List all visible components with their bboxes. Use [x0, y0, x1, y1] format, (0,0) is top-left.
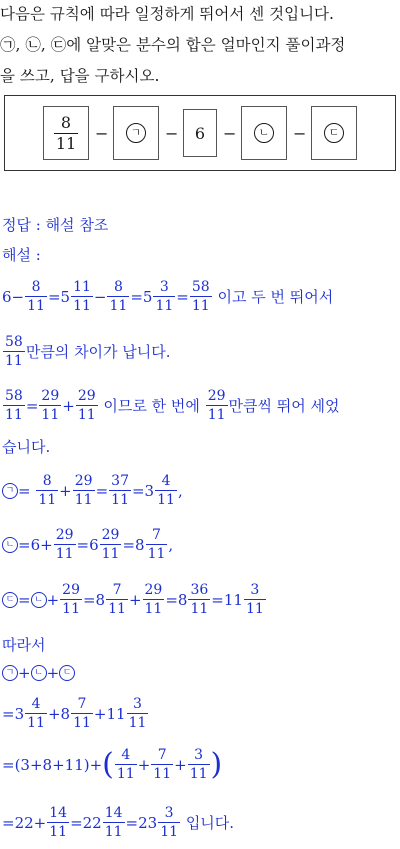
question-line-3: 을 쓰고, 답을 구하시오.: [0, 67, 160, 85]
blank-b: ㄴ: [241, 106, 287, 160]
blank-a: ㄱ: [113, 106, 159, 160]
sequence-first-fraction: $\frac{8}{11}$: [43, 106, 89, 160]
dash: −: [223, 123, 237, 143]
sequence-box: [4, 95, 396, 171]
sum-line: ㄱ + ㄴ + ㄷ: [2, 664, 75, 682]
solution-a: ㄱ = $\frac{8}{11}$ + $\frac{29}{11}$ = $\frac{37}{11}$ =3 $\frac{4}{11}$ ,: [2, 474, 183, 507]
solution-label: 해설 :: [2, 246, 41, 264]
question-line-2: ㉠, ㉡, ㉢에 알맞은 분수의 합은 얼마인지 풀이과정: [0, 36, 346, 54]
sum-final: =22+ $\frac{14}{11}$ =22 $\frac{14}{11}$ =23 $\frac{3}{11}$ 입니다.: [2, 805, 235, 840]
therefore: 따라서: [2, 636, 46, 654]
solution-line-3: $\frac{58}{11}$ = $\frac{29}{11}$ + $\frac{29}{11}$ 이므로 한 번에 $\frac{29}{11}$ 만큼씩 뛰어 세었: [5, 388, 340, 423]
solution-line-1: 6− $\frac{8}{11}$ =5 $\frac{11}{11}$ − $\frac{8}{11}$ =5 $\frac{3}{11}$ = $\frac{58}{11}$ 이고 두 번 뛰어서: [2, 279, 334, 314]
dash: −: [293, 123, 307, 143]
solution-b: ㄴ =6+ $\frac{29}{11}$ =6 $\frac{29}{11}$ =8 $\frac{7}{11}$ ,: [2, 528, 173, 561]
blank-c: ㄷ: [311, 106, 357, 160]
sum-step-1: =3 $\frac{4}{11}$ +8 $\frac{7}{11}$ +11 $\frac{3}{11}$: [2, 696, 147, 731]
sequence-value-6: 6: [183, 109, 217, 157]
dash: −: [165, 123, 179, 143]
solution-c: ㄷ = ㄴ + $\frac{29}{11}$ =8 $\frac{7}{11}$ + $\frac{29}{11}$ =8 $\frac{36}{11}$ =11 $\frac{3}{11}$: [2, 583, 267, 616]
sum-step-2: =(3+8+11)+ ( $\frac{4}{11}$ + $\frac{7}{11}$ + $\frac{3}{11}$ ): [2, 746, 223, 782]
solution-line-2: $\frac{58}{11}$ 만큼의 차이가 납니다.: [5, 334, 171, 369]
dash: −: [95, 123, 109, 143]
answer-label: 정답 : 해설 참조: [2, 216, 109, 234]
solution-line-3b: 습니다.: [2, 438, 51, 456]
question-line-1: 다음은 규칙에 따라 일정하게 뛰어서 센 것입니다.: [0, 5, 334, 23]
